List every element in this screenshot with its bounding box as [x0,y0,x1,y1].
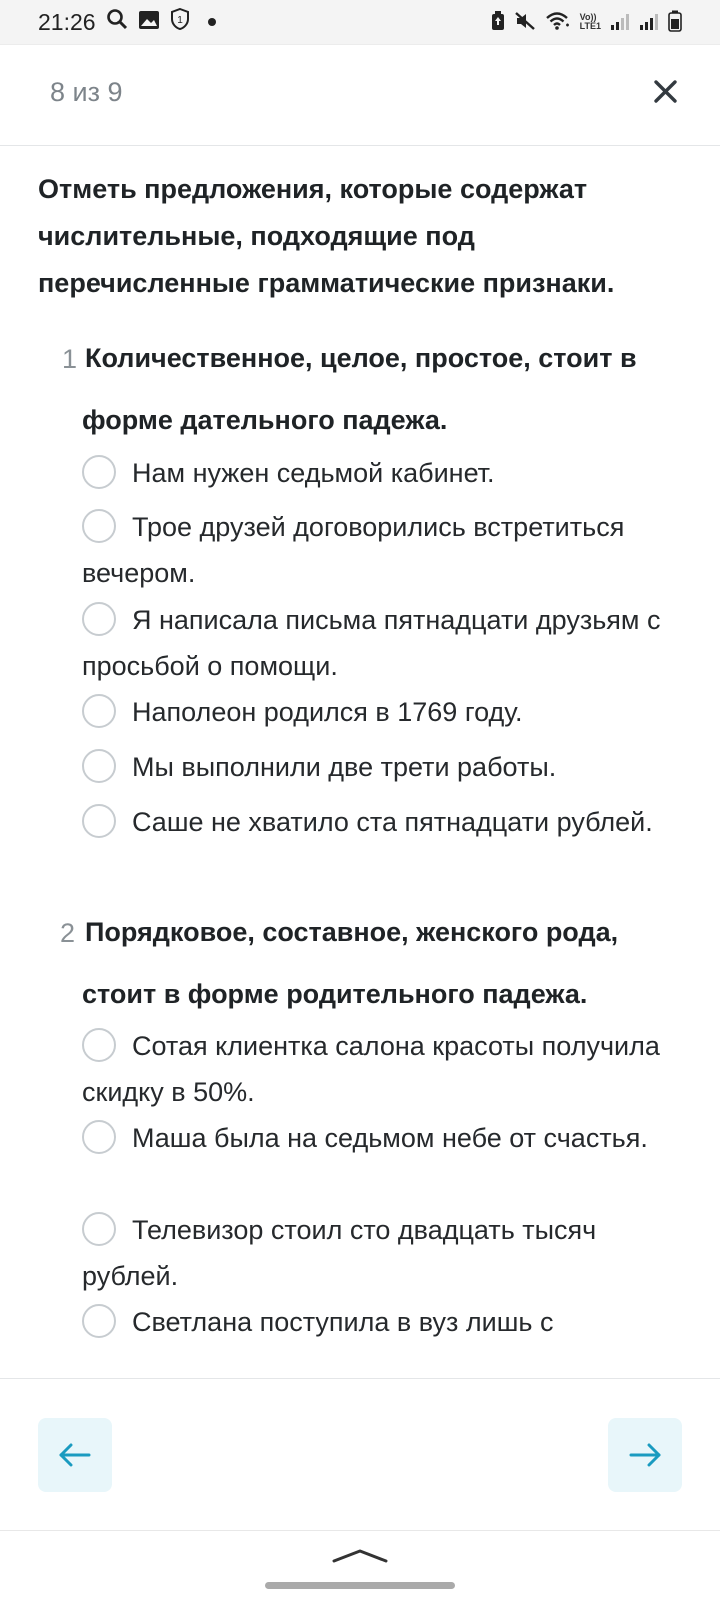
close-icon [646,71,686,111]
answer-option[interactable] [82,1207,682,1299]
radio-button[interactable] [82,1120,116,1154]
answer-option-label: Маша была на седьмом небе от счастья. [132,1123,648,1153]
radio-button[interactable] [82,749,116,783]
signal-1-icon [610,12,630,33]
answer-option-label: Мы выполнили две трети работы. [132,752,557,782]
status-bar [0,0,720,44]
radio-button[interactable] [82,1028,116,1062]
signal-2-icon [639,12,659,33]
answer-option[interactable] [82,597,682,689]
answer-option[interactable] [82,1023,682,1115]
answer-option-label: Сотая клиентка салона красоты получила скидку в 50%. [82,1031,660,1107]
radio-button[interactable] [82,694,116,728]
previous-button[interactable] [38,1418,112,1492]
question-content [0,146,720,1378]
question-number: 1 [62,344,78,374]
close-button[interactable] [646,71,686,111]
svg-text:1: 1 [176,15,183,26]
radio-button[interactable] [82,1304,116,1338]
home-gesture-bar[interactable] [265,1582,455,1589]
arrow-right-icon [628,1443,662,1467]
radio-button[interactable] [82,804,116,838]
test-header [0,44,720,146]
answer-option[interactable] [82,799,682,845]
answer-option-label: Светлана поступила в вуз лишь с [132,1307,554,1337]
task-instruction: Отметь предложения, которые содержат числительные, подходящие под перечисленные грамматические признаки. [38,174,615,298]
chevron-up-icon[interactable] [330,1545,390,1572]
answer-option[interactable] [82,1115,682,1161]
system-navigation-bar [0,1531,720,1600]
sim-alert-icon [170,8,190,36]
next-button[interactable] [608,1418,682,1492]
battery-saver-icon [491,11,505,34]
answer-option-label: Наполеон родился в 1769 году. [132,697,523,727]
radio-button[interactable] [82,602,116,636]
mute-icon [514,11,536,34]
answer-option[interactable] [82,1299,682,1345]
question-number: 2 [60,918,76,948]
answer-option-label: Телевизор стоил сто двадцать тысяч рублей. [82,1215,597,1291]
battery-icon [668,10,682,35]
question-counter: 8 из 9 [50,77,123,107]
radio-button[interactable] [82,1212,116,1246]
radio-button[interactable] [82,509,116,543]
gallery-icon [138,9,160,36]
answer-option[interactable] [82,744,682,790]
answer-option-label: Я написала письма пятнадцати друзьям с просьбой о помощи. [82,605,661,681]
radio-button[interactable] [82,455,116,489]
answer-option[interactable] [82,504,682,596]
question-text: Порядковое, составное, женского рода, стоит в форме родительного падежа. [82,917,619,1009]
notification-dot-icon [208,18,216,26]
search-icon [106,8,128,36]
answer-option-label: Саше не хватило ста пятнадцати рублей. [132,807,653,837]
arrow-left-icon [58,1443,92,1467]
question-text: Количественное, целое, простое, стоит в форме дательного падежа. [82,343,637,435]
network-type-label: Vo)) LTE1 [579,12,601,31]
answer-option[interactable] [82,450,682,496]
wifi-icon [545,11,571,34]
answer-option-label: Нам нужен седьмой кабинет. [132,458,495,488]
status-time: 21:26 [38,8,96,35]
answer-option[interactable] [82,689,682,735]
footer-navigation [0,1378,720,1530]
answer-option-label: Трое друзей договорились встретиться вечером. [82,512,625,588]
